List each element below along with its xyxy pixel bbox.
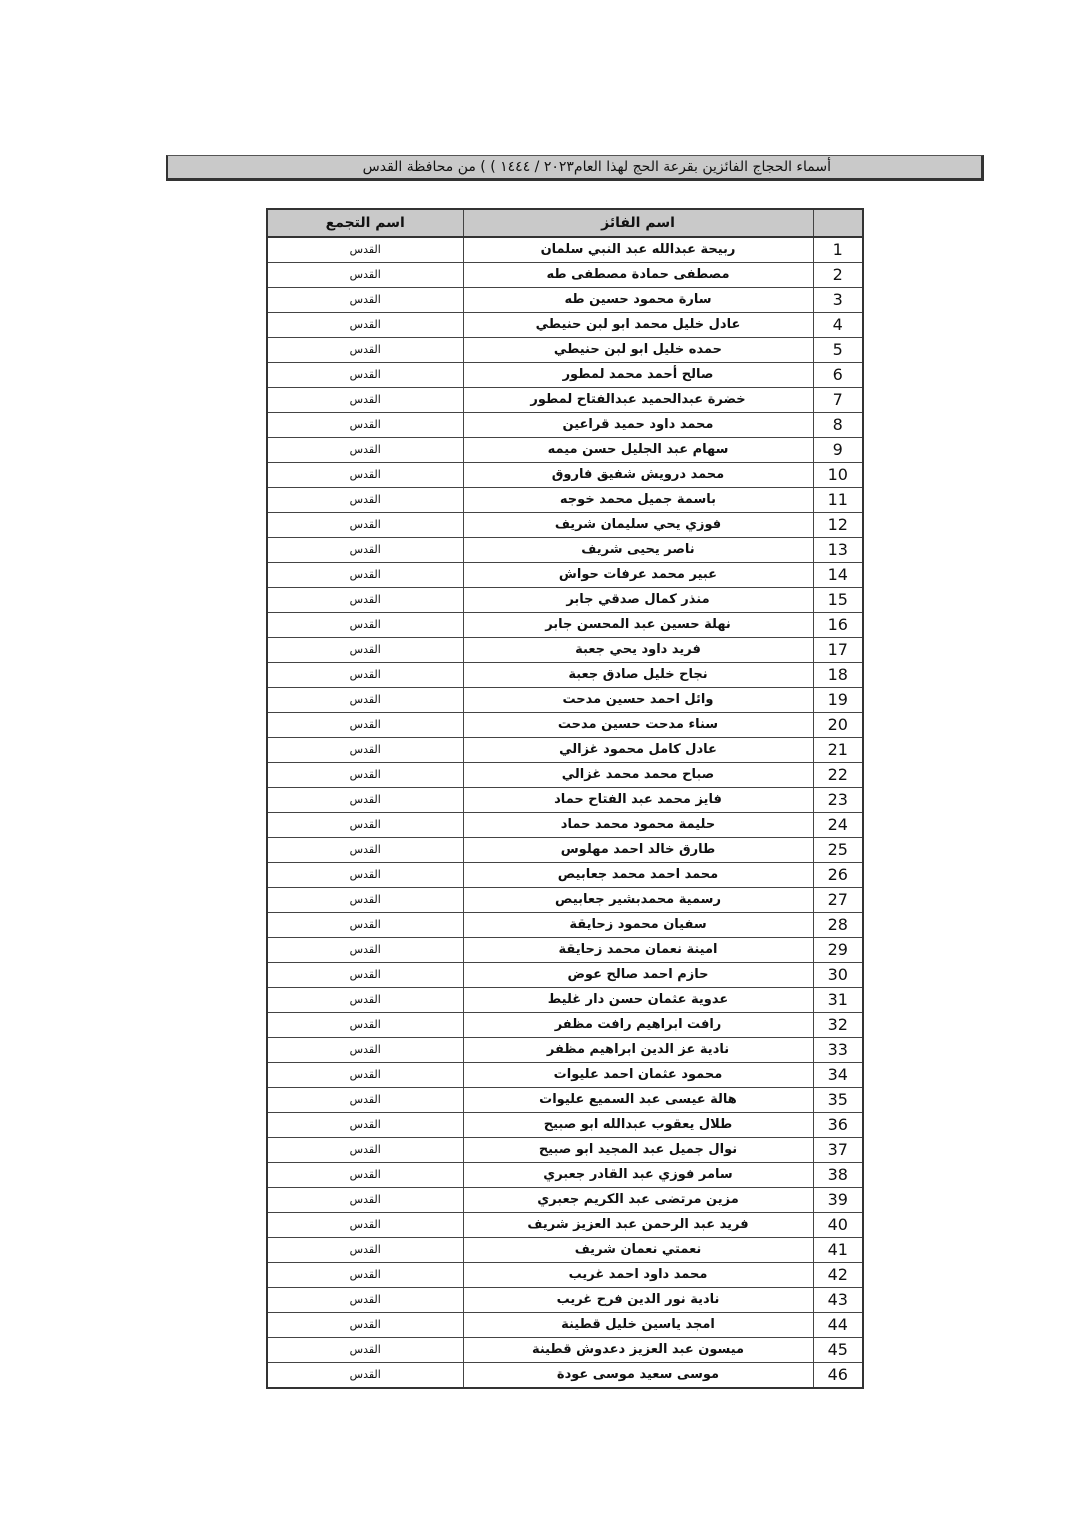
table-row: [267, 263, 863, 288]
winner-name-cell: هالة عيسى عبد السميع عليوات: [463, 1088, 813, 1113]
region-cell: القدس: [267, 1038, 463, 1063]
table-body: [267, 237, 863, 1388]
region-cell: القدس: [267, 237, 463, 263]
row-number-cell: 44: [813, 1313, 863, 1338]
row-number-cell: 1: [813, 237, 863, 263]
winner-name-cell: محمد داود احمد غريب: [463, 1263, 813, 1288]
row-number-cell: 29: [813, 938, 863, 963]
table-row: [267, 738, 863, 763]
table-row: [267, 638, 863, 663]
table-row: [267, 838, 863, 863]
table-row: [267, 313, 863, 338]
winner-name-cell: نعمتي نعمان شريف: [463, 1238, 813, 1263]
region-cell: القدس: [267, 738, 463, 763]
winner-name-cell: نادية نور الدين فرح غريب: [463, 1288, 813, 1313]
region-cell: القدس: [267, 288, 463, 313]
region-cell: القدس: [267, 313, 463, 338]
row-number-cell: 16: [813, 613, 863, 638]
region-cell: القدس: [267, 663, 463, 688]
winner-name-cell: حليمة محمود محمد حماد: [463, 813, 813, 838]
winner-name-cell: حازم احمد صالح عوض: [463, 963, 813, 988]
table-row: [267, 388, 863, 413]
winner-name-cell: محمد درويش شفيق فاروق: [463, 463, 813, 488]
table-row: [267, 413, 863, 438]
row-number-cell: 25: [813, 838, 863, 863]
winner-name-cell: امينة نعمان محمد زحايقة: [463, 938, 813, 963]
winner-name-cell: مصطفى حمادة مصطفى طه: [463, 263, 813, 288]
winner-name-cell: خضرة عبدالحميد عبدالفتاح لمطور: [463, 388, 813, 413]
winner-name-cell: صالح أحمد محمد لمطور: [463, 363, 813, 388]
table-row: [267, 1063, 863, 1088]
winner-name-cell: وائل احمد حسين مدحت: [463, 688, 813, 713]
winner-name-cell: رافت ابراهيم رافت مظفر: [463, 1013, 813, 1038]
table-row: [267, 1263, 863, 1288]
table-row: [267, 613, 863, 638]
table-row: [267, 1213, 863, 1238]
row-number-cell: 46: [813, 1363, 863, 1389]
region-cell: القدس: [267, 713, 463, 738]
region-cell: القدس: [267, 1138, 463, 1163]
row-number-cell: 7: [813, 388, 863, 413]
row-number-cell: 13: [813, 538, 863, 563]
winner-name-cell: فايز محمد عبد الفتاح حماد: [463, 788, 813, 813]
row-number-cell: 23: [813, 788, 863, 813]
table-row: [267, 713, 863, 738]
row-number-cell: 33: [813, 1038, 863, 1063]
region-cell: القدس: [267, 1238, 463, 1263]
region-cell: القدس: [267, 513, 463, 538]
region-cell: القدس: [267, 1063, 463, 1088]
row-number-cell: 24: [813, 813, 863, 838]
winner-name-cell: عبير محمد عرفات حواش: [463, 563, 813, 588]
row-number-cell: 20: [813, 713, 863, 738]
table-row: [267, 1338, 863, 1363]
table-row: [267, 363, 863, 388]
row-number-cell: 34: [813, 1063, 863, 1088]
row-number-cell: 19: [813, 688, 863, 713]
table-row: [267, 788, 863, 813]
table-row: [267, 1138, 863, 1163]
table-row: [267, 1113, 863, 1138]
region-cell: القدس: [267, 888, 463, 913]
region-cell: القدس: [267, 788, 463, 813]
row-number-cell: 41: [813, 1238, 863, 1263]
region-cell: القدس: [267, 1363, 463, 1389]
winner-name-cell: عدوية عثمان حسن دار غليط: [463, 988, 813, 1013]
table-row: [267, 938, 863, 963]
winner-name-cell: طارق خالد احمد مهلوس: [463, 838, 813, 863]
table-row: [267, 438, 863, 463]
table-row: [267, 1238, 863, 1263]
row-number-cell: 3: [813, 288, 863, 313]
row-number-cell: 42: [813, 1263, 863, 1288]
table-row: [267, 1313, 863, 1338]
row-number-cell: 26: [813, 863, 863, 888]
header-number: [813, 209, 863, 237]
header-name: اسم الفائز: [463, 209, 813, 237]
winner-name-cell: طلال يعقوب عبدالله ابو صبيح: [463, 1113, 813, 1138]
winner-name-cell: ربيحة عبدالله عبد النبي سلمان: [463, 237, 813, 263]
table-row: [267, 913, 863, 938]
row-number-cell: 40: [813, 1213, 863, 1238]
row-number-cell: 2: [813, 263, 863, 288]
region-cell: القدس: [267, 1113, 463, 1138]
table-row: [267, 688, 863, 713]
table-row: [267, 1363, 863, 1389]
row-number-cell: 15: [813, 588, 863, 613]
winner-name-cell: ميسون عبد العزيز دعدوش قطينة: [463, 1338, 813, 1363]
header-region: اسم التجمع: [267, 209, 463, 237]
region-cell: القدس: [267, 863, 463, 888]
table-row: [267, 488, 863, 513]
table-row: [267, 538, 863, 563]
region-cell: القدس: [267, 938, 463, 963]
region-cell: القدس: [267, 1313, 463, 1338]
row-number-cell: 14: [813, 563, 863, 588]
winner-name-cell: منذر كمال صدقي جابر: [463, 588, 813, 613]
table-row: [267, 663, 863, 688]
winner-name-cell: عادل خليل محمد ابو لبن حنيطي: [463, 313, 813, 338]
winner-name-cell: محمد احمد محمد جعابيص: [463, 863, 813, 888]
table-row: [267, 863, 863, 888]
row-number-cell: 30: [813, 963, 863, 988]
winner-name-cell: رسمية محمدبشير جعابيص: [463, 888, 813, 913]
table-row: [267, 888, 863, 913]
row-number-cell: 22: [813, 763, 863, 788]
winner-name-cell: ناصر يحيى شريف: [463, 538, 813, 563]
region-cell: القدس: [267, 963, 463, 988]
table-header: [267, 209, 863, 237]
table-row: [267, 1188, 863, 1213]
table-row: [267, 813, 863, 838]
winner-name-cell: محمود عثمان احمد عليوات: [463, 1063, 813, 1088]
table-row: [267, 588, 863, 613]
region-cell: القدس: [267, 813, 463, 838]
winner-name-cell: محمد داود حميد قراعين: [463, 413, 813, 438]
table-row: [267, 1288, 863, 1313]
winner-name-cell: فوزي يحي سليمان شريف: [463, 513, 813, 538]
winner-name-cell: سهام عبد الجليل حسن ميمه: [463, 438, 813, 463]
table-row: [267, 1013, 863, 1038]
winner-name-cell: امجد ياسين خليل قطينة: [463, 1313, 813, 1338]
table-row: [267, 237, 863, 263]
region-cell: القدس: [267, 1013, 463, 1038]
winner-name-cell: صباح محمد محمد غزالي: [463, 763, 813, 788]
region-cell: القدس: [267, 363, 463, 388]
row-number-cell: 6: [813, 363, 863, 388]
winner-name-cell: مزين مرتضى عبد الكريم جعبري: [463, 1188, 813, 1213]
winner-name-cell: نهلة حسين عبد المحسن جابر: [463, 613, 813, 638]
row-number-cell: 39: [813, 1188, 863, 1213]
row-number-cell: 21: [813, 738, 863, 763]
region-cell: القدس: [267, 988, 463, 1013]
region-cell: القدس: [267, 763, 463, 788]
table-row: [267, 1038, 863, 1063]
region-cell: القدس: [267, 538, 463, 563]
table-row: [267, 288, 863, 313]
row-number-cell: 28: [813, 913, 863, 938]
region-cell: القدس: [267, 913, 463, 938]
winner-name-cell: عادل كامل محمود غزالي: [463, 738, 813, 763]
table-row: [267, 563, 863, 588]
winners-table: [266, 208, 864, 1389]
winner-name-cell: نادية عز الدين ابراهيم مظفر: [463, 1038, 813, 1063]
region-cell: القدس: [267, 413, 463, 438]
winner-name-cell: نجاح خليل صادق جعبة: [463, 663, 813, 688]
row-number-cell: 9: [813, 438, 863, 463]
region-cell: القدس: [267, 438, 463, 463]
document-title: أسماء الحجاج الفائزين بقرعة الحج لهذا العام٢٠٢٣ / ١٤٤٤ ) ) من محافظة القدس: [166, 155, 984, 181]
winner-name-cell: نوال جميل عبد المجيد ابو صبيح: [463, 1138, 813, 1163]
row-number-cell: 11: [813, 488, 863, 513]
region-cell: القدس: [267, 588, 463, 613]
region-cell: القدس: [267, 338, 463, 363]
table-row: [267, 763, 863, 788]
winner-name-cell: فريد عبد الرحمن عبد العزيز شريف: [463, 1213, 813, 1238]
table-row: [267, 338, 863, 363]
row-number-cell: 32: [813, 1013, 863, 1038]
region-cell: القدس: [267, 1088, 463, 1113]
region-cell: القدس: [267, 488, 463, 513]
winner-name-cell: سامر فوزي عبد القادر جعبري: [463, 1163, 813, 1188]
region-cell: القدس: [267, 388, 463, 413]
row-number-cell: 43: [813, 1288, 863, 1313]
table-row: [267, 1088, 863, 1113]
region-cell: القدس: [267, 638, 463, 663]
row-number-cell: 4: [813, 313, 863, 338]
region-cell: القدس: [267, 613, 463, 638]
region-cell: القدس: [267, 1263, 463, 1288]
winner-name-cell: باسمة جميل محمد خوجه: [463, 488, 813, 513]
region-cell: القدس: [267, 838, 463, 863]
table-row: [267, 513, 863, 538]
table-row: [267, 463, 863, 488]
winner-name-cell: حمده خليل ابو لبن حنيطي: [463, 338, 813, 363]
table-row: [267, 988, 863, 1013]
region-cell: القدس: [267, 563, 463, 588]
row-number-cell: 35: [813, 1088, 863, 1113]
table-row: [267, 1163, 863, 1188]
winner-name-cell: سارة محمود حسين طه: [463, 288, 813, 313]
winner-name-cell: سناء مدحت حسين مدحت: [463, 713, 813, 738]
region-cell: القدس: [267, 463, 463, 488]
region-cell: القدس: [267, 688, 463, 713]
row-number-cell: 31: [813, 988, 863, 1013]
winner-name-cell: سفيان محمود زحايقة: [463, 913, 813, 938]
region-cell: القدس: [267, 1163, 463, 1188]
row-number-cell: 8: [813, 413, 863, 438]
region-cell: القدس: [267, 1188, 463, 1213]
region-cell: القدس: [267, 1338, 463, 1363]
table-row: [267, 963, 863, 988]
row-number-cell: 17: [813, 638, 863, 663]
winner-name-cell: موسى سعيد موسى عودة: [463, 1363, 813, 1389]
row-number-cell: 37: [813, 1138, 863, 1163]
row-number-cell: 27: [813, 888, 863, 913]
row-number-cell: 12: [813, 513, 863, 538]
row-number-cell: 38: [813, 1163, 863, 1188]
region-cell: القدس: [267, 1213, 463, 1238]
row-number-cell: 36: [813, 1113, 863, 1138]
row-number-cell: 45: [813, 1338, 863, 1363]
row-number-cell: 10: [813, 463, 863, 488]
region-cell: القدس: [267, 1288, 463, 1313]
row-number-cell: 5: [813, 338, 863, 363]
row-number-cell: 18: [813, 663, 863, 688]
region-cell: القدس: [267, 263, 463, 288]
winner-name-cell: فريد داود يحي جعبة: [463, 638, 813, 663]
